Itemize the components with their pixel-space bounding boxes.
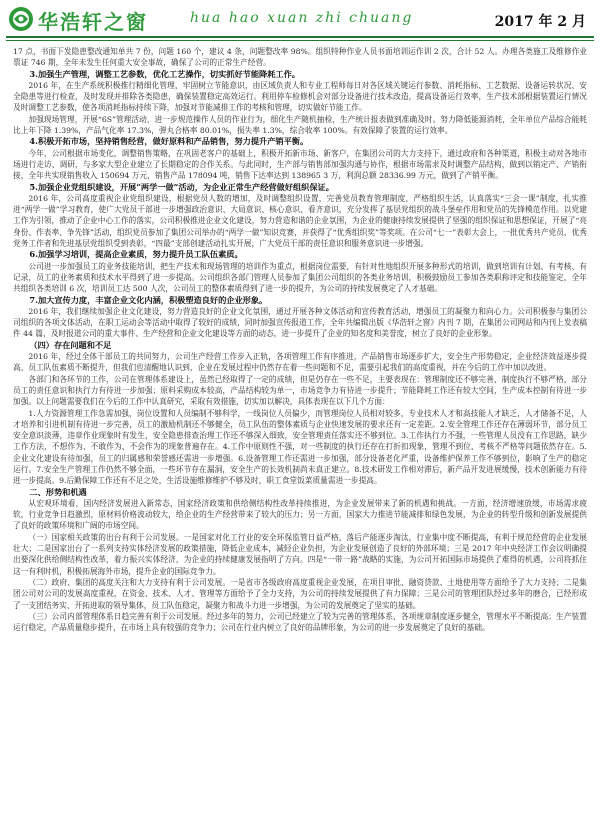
issue-date: 2017 年 2 月 [494,14,586,30]
paragraph: 今年，公司根据市场变化，调整销售策略，在巩固老客户的基础上，积极开拓新市场、新客户，在集团公司的大力支持下，通过政府和各种渠道，积极主动对各地市场进行走访、调研，与多家大型企业建立了长期稳定的合作关系。与此同时，生产部与销售部加强沟通与协作，根据市场需求及时调整产品结构，做到以销定产、产销衔接，全年共实现销售收入 150694 万元，销售产品 178094 吨，销售下达率达到 138965 3 万，利润总额 28336.99 万元，做到了产销平衡。 [13,148,587,181]
paragraph: 2016 年，我们继续加强企业文化建设，努力营造良好的企业文化氛围，通过开展各种文体活动和宣传教育活动，增强员工的凝聚力和向心力。公司积极参与集团公司组织的各项文体活动，在职工运动会等活动中取得了较好的成绩，同时加强宣传报道工作，全年共编辑出版《华浩轩之窗》内刊 7 期，在集团公司网站和内刊上发表稿件 44 篇，及时报道公司的重大事件、生产经营和企业文化建设等方面的动态，进一步提升了企业的知名度和美誉度，树立了良好的企业形象。 [13,306,587,339]
header-rule [6,36,594,38]
section-heading: 7.加大宣传力度，丰富企业文化内涵，积极塑造良好的企业形象。 [29,294,268,305]
paragraph: （一）国家相关政策的出台有利于公司发展。一是国家对化工行业的安全环保监管日益严格，落后产能逐步淘汰，行业集中度不断提高，有利于规范经营的企业发展壮大；二是国家出台了一系列支持实体经济发展的政策措施，降低企业成本，减轻企业负担，为企业发展创造了良好的外部环境；三是 2017 年中央经济工作会议明确提出要深化供给侧结构性改革，着力振兴实体经济，为企业的持续健康发展指明了方向。四是“一带一路”战略的实施，为公司开拓国际市场提供了难得的机遇，公司将抓住这一有利时机，积极拓展海外市场，提升企业的国际竞争力。 [13,532,587,576]
section-heading: 4.积极开拓市场，坚持销售经营，做好原料和产品销售，努力提升产销平衡。 [29,136,309,147]
paragraph: 17 点，书面下发隐患整改通知单共 7 份，问题 160 个，建议 4 条，问题整改率 98%。组织特种作业人员书面培训运作训 2 次，合计 52 人。办理各类施工及维修作业票证 746 期，全年未发生任何重大安全事故，确保了公司的正常生产经营。 [13,47,587,68]
paragraph: 2016 年，公司高度重视企业党组织建设，根据党员人数的增加，及时调整组织设置，完善党员教育管理制度，严格组织生活，认真落实“三会一课”制度，扎实推进“两学一做”学习教育，使广大党员干部进一步增强政治意识、大局意识、核心意识、看齐意识，充分发挥了基层党组织的战斗堡垒作用和党员的先锋模范作用。以党建工作为引领，推动了企业中心工作的落实，公司积极推进企业文化建设，努力营造和谐的企业氛围，为企业的健康持续发展提供了坚强的组织保证和思想保证，开展了“亮身份、作表率、争先锋”活动，组织党员参加了集团公司举办的“两学一做”知识竞赛，并获得了“优秀组织奖”等奖项。在公司“七一”表彰大会上，一批优秀共产党员、优秀党务工作者和先进基层党组织受到表彰，“四最”支部创建活动扎实开展，广大党员干部的责任意识和服务意识进一步增强。 [13,193,587,249]
paragraph: 加强现场管理，开展“6S”管理活动，进一步规范操作人员的作业行为，细化生产随机抽检，生产统计报表做到准确及时。努力降低能源消耗，全年单位产品综合能耗比上年下降 1.39%，产品气化率 17.3%，弹丸合格率 80.01%，损失率 1.3%，综合收率 100%。有效保障了装置的运行效率。 [13,114,587,136]
logo-icon [8,6,34,32]
header-rule-thin [6,40,594,41]
brand-pinyin: hua hao xuan zhi chuang [190,10,414,26]
paragraph: 2016 年，在生产系统积极推行精细化管理，牢固树立节能意识，由区域负责人和专业工程师每日对各区域关键运行参数、消耗指标、工艺数据、设备运转状况、安全隐患等进行检查，及时发现并排除各类隐患，确保装置稳定高效运行。利用停车检修机会对部分设备进行技术改造，提高设备运行效率，生产技术部根据装置运行情况及时调整工艺参数，使各项消耗指标持续下降，加强对节能减排工作的考核和管理，切实做好节能工作。 [13,80,587,113]
paragraph: （三）公司内部管理体系日趋完善有利于公司发展。经过多年的努力，公司已经建立了较为完善的管理体系，各项规章制度逐步健全，管理水平不断提高；生产装置运行稳定，产品质量稳步提升，在市场上具有较强的竞争力；公司在行业内树立了良好的品牌形象，为公司的进一步发展奠定了良好的基础。 [13,611,587,633]
paragraph: 各部门和各环节的工作，公司在管理体系建设上，虽然已经取得了一定的成绩，但是仍存在一些不足，主要表现在：管理制度还不够完善，制度执行不够严格，部分员工的责任意识和执行力有待进一步加强；原料采购成本较高，产品结构较为单一，市场竞争力有待进一步提升；节能降耗工作还有较大空间，生产成本控制有待进一步加强。以上问题需要我们在今后的工作中认真研究，采取有效措施，切实加以解决，具体表现在以下几个方面： [13,374,587,407]
paragraph: 从宏观环境看，国内经济发展进入新常态，国家经济政策和供给侧结构性改革持续推进，为企业发展带来了新的机遇和挑战。一方面，经济增速放缓，市场需求疲软，行业竞争日趋激烈，原材料价格波动较大，给企业的生产经营带来了较大的压力；另一方面，国家大力推进节能减排和绿色发展，为企业的转型升级和创新发展提供了良好的政策环境和广阔的市场空间。 [13,498,587,531]
section-heading: 二、形势和机遇 [29,486,87,497]
section-heading: （四）存在问题和不足 [29,339,112,350]
paragraph: 公司进一步加强员工的业务技能培训，把生产技术和现场管理的培训作为重点，根据岗位需要，有针对性地组织开展多种形式的培训，做到培训有计划、有考核、有记录，员工的业务素质和技术水平得到了进一步提高。公司组织各部门管理人员参加了集团公司组织的各类业务培训，积极鼓励员工参加各类职称评定和技能鉴定，全年共组织各类培训 6 次，培训员工达 500 人次，公司员工的整体素质得到了进一步的提升，为公司的持续发展奠定了人才基础。 [13,261,587,294]
paragraph: （二）政府、集团的高度关注和大力支持有利于公司发展。一是省市各级政府高度重视企业发展，在项目审批、融资贷款、土地使用等方面给予了大力支持；二是集团公司对公司的发展高度重视，在资金、技术、人才、管理等方面给予了全力支持，为公司的持续发展提供了有力保障；三是公司的管理团队经过多年的磨合，已经形成了一支团结务实、开拓进取的领导集体，员工队伍稳定，凝聚力和战斗力进一步增强，为公司的发展奠定了坚实的基础。 [13,577,587,610]
section-heading: 5.加强企业党组织建设，开展“两学一做”活动，为企业正常生产经营做好组织保证。 [29,181,334,192]
paragraph: 2016 年，经过全体干部员工的共同努力，公司生产经营工作步入正轨，各项管理工作有序推进，产品销售市场逐步扩大，安全生产形势稳定，企业经济效益逐步提高，员工队伍素质不断提升，但我们也清醒地认识到，企业在发展过程中仍然存在着一些问题和不足，需要引起我们的高度重视，并在今后的工作中加以改进。 [13,352,587,373]
brand-title: 华浩轩之窗 [38,10,148,34]
section-heading: 3.加强生产管理，调整工艺参数，优化工艺操作，切实抓好节能降耗工作。 [29,68,300,79]
article-body [13,46,587,816]
page-header [0,0,600,38]
paragraph: 1.人力资源管理工作急需加强，岗位设置和人员编制不够科学，一线岗位人员偏少，而管理岗位人员相对较多，专业技术人才和高技能人才缺乏，人才储备不足，人才培养和引进机制有待进一步完善，员工的激励机制还不够健全，员工队伍的整体素质与企业快速发展的要求还有一定差距。2.安全管理工作还存在薄弱环节，部分员工安全意识淡薄，违章作业现象时有发生，安全隐患排查治理工作还不够深入细致，安全管理责任落实还不够到位。3.工作执行力不强，一些管理人员没有工作思路，缺少工作方法，不想作为、不敢作为、不会作为的现象普遍存在。4.工作中原则性不强，对一些制度的执行还存在打折扣现象，管理不到位、考核不严格等问题依然存在。5.企业文化建设有待加强，员工的归属感和荣誉感还需进一步增强。6.设备管理工作还需进一步加强，部分设备老化严重，设备维护保养工作不够到位，影响了生产的稳定运行。7.安全生产管理工作仍然不够全面，一些环节存在漏洞，安全生产的长效机制尚未真正建立。8.技术研发工作相对滞后，新产品开发进展缓慢，技术创新能力有待进一步提高。9.后勤保障工作还有不足之处，生活设施维修维护不够及时，职工食堂饭菜质量需进一步提高。 [13,408,587,486]
section-heading: 6.加强学习培训，提高企业素质，努力提升员工队伍素质。 [29,249,243,260]
